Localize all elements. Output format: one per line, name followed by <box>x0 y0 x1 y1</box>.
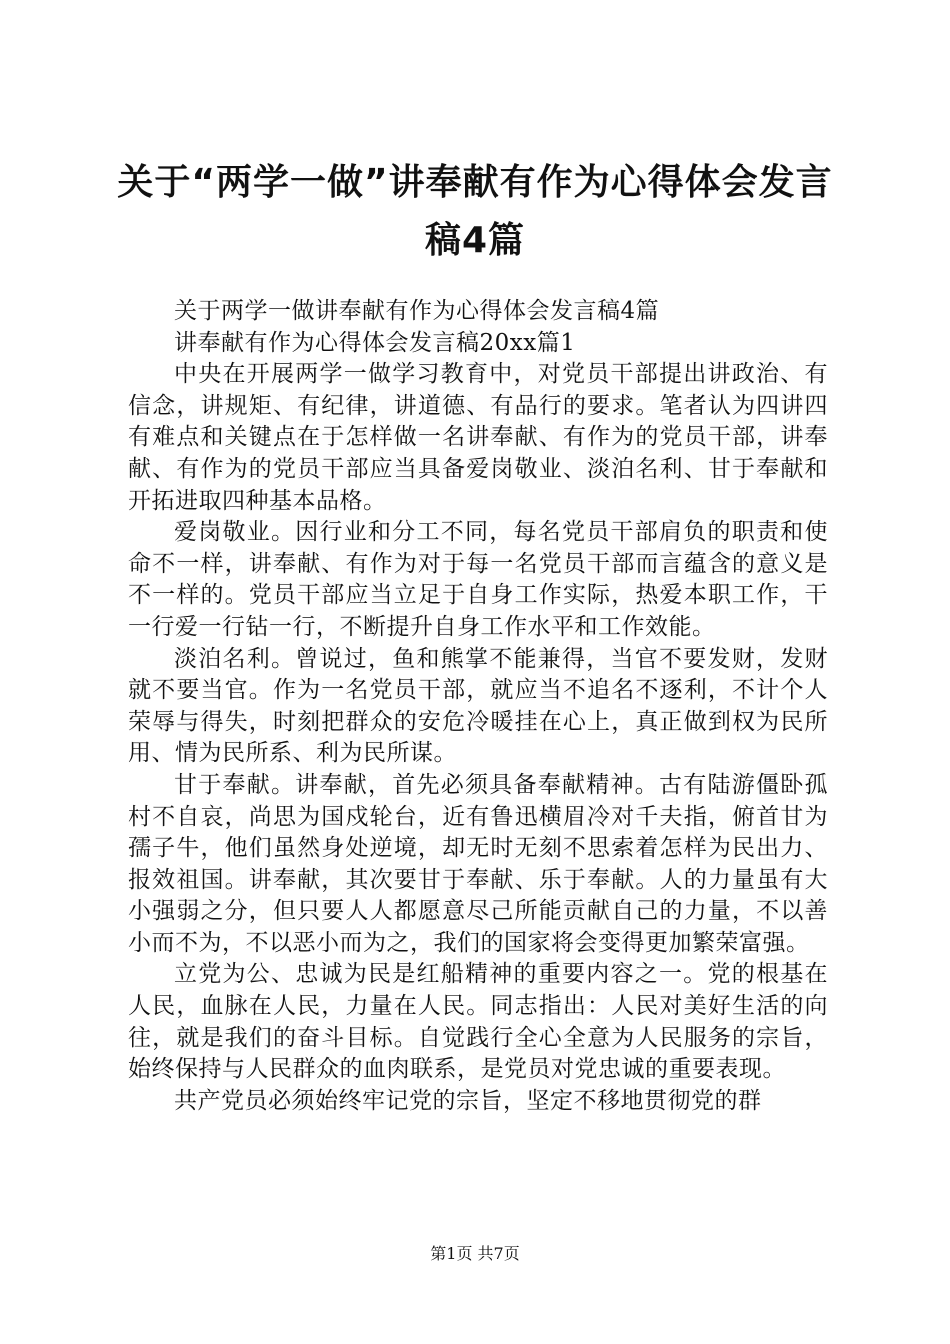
document-body <box>128 296 828 1117</box>
paragraph-section-heading: 讲奉献有作为心得体会发言稿20xx篇1 <box>174 329 576 356</box>
paragraph-subtitle: 关于两学一做讲奉献有作为心得体会发言稿4篇 <box>174 298 660 324</box>
paragraph-gongchan-dangyuan: 共产党员必须始终牢记党的宗旨，坚定不移地贯彻党的群 <box>174 1087 762 1114</box>
paragraph-lidang-weigong: 立党为公、忠诚为民是红船精神的重要内容之一。党的根基在人民，血脉在人民，力量在人民。同志指出：人民对美好生活的向往，就是我们的奋斗目标。自觉践行全心全意为人民服务的宗旨，始终保持与人民群众的血肉联系，是党员对党忠诚的重要表现。 <box>128 961 828 1083</box>
document-title-line-1: 关于“两学一做”讲奉献有作为心得体会发言 <box>117 162 833 203</box>
paragraph-ganyu-fengxian: 甘于奉献。讲奉献，首先必须具备奉献精神。古有陆游僵卧孤村不自哀，尚思为国戍轮台，近有鲁迅横眉冷对千夫指，俯首甘为孺子牛，他们虽然身处逆境，却无时无刻不思索着怎样为民出力、报效祖国。讲奉献，其次要甘于奉献、乐于奉献。人的力量虽有大小强弱之分，但只要人人都愿意尽己所能贡献自己的力量，不以善小而不为，不以恶小而为之，我们的国家将会变得更加繁荣富强。 <box>128 771 828 956</box>
paragraph-intro: 中央在开展两学一做学习教育中，对党员干部提出讲政治、有信念，讲规矩、有纪律，讲道德、有品行的要求。笔者认为四讲四有难点和关键点在于怎样做一名讲奉献、有作为的党员干部，讲奉献、有作为的党员干部应当具备爱岗敬业、淡泊名利、甘于奉献和开拓进取四种基本品格。 <box>128 361 828 514</box>
paragraph-danbo-mingli: 淡泊名利。曾说过，鱼和熊掌不能兼得，当官不要发财，发财就不要当官。作为一名党员干部，就应当不追名不逐利，不计个人荣辱与得失，时刻把群众的安危冷暖挂在心上，真正做到权为民所用、情为民所系、利为民所谋。 <box>128 645 828 767</box>
document-title-line-2: 稿4篇 <box>424 220 526 261</box>
page-indicator: 第1页 共7页 <box>430 1244 520 1263</box>
paragraph-aigang-jingye: 爱岗敬业。因行业和分工不同，每名党员干部肩负的职责和使命不一样，讲奉献、有作为对于每一名党员干部而言蕴含的意义是不一样的。党员干部应当立足于自身工作实际，热爱本职工作，干一行爱一行钻一行，不断提升自身工作水平和工作效能。 <box>128 519 828 640</box>
